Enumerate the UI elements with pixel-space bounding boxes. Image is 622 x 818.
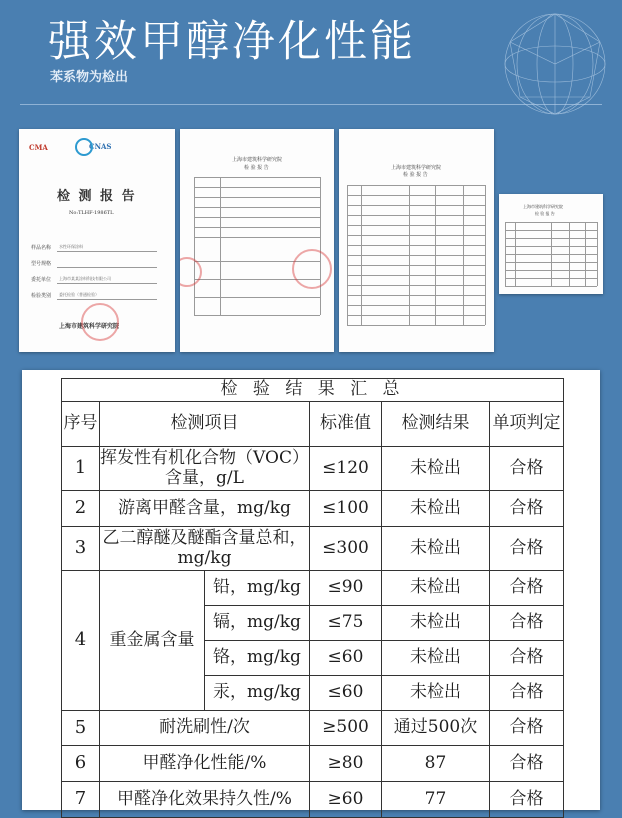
table-row <box>62 711 564 746</box>
row-item: 甲醛净化性能/% <box>100 746 310 782</box>
page-subtitle: 苯系物为检出 <box>50 70 129 85</box>
page-heading: 检 验 报 告 <box>403 172 428 178</box>
cover-field-label: 检验类别 <box>31 293 52 299</box>
report-page-thumbnail[interactable] <box>499 194 603 294</box>
cover-number: No:TLHF-1986TL <box>69 210 114 216</box>
cover-field-label: 型号规格 <box>31 261 52 267</box>
cma-logo: CMA <box>29 143 48 152</box>
header-standard: 标准值 <box>310 402 382 447</box>
row-standard: ≥80 <box>310 746 382 782</box>
row-result: 未检出 <box>382 447 490 491</box>
row-verdict: 合格 <box>490 782 564 818</box>
row-item: 铅，mg/kg <box>205 571 310 606</box>
table-caption: 检 验 结 果 汇 总 <box>62 379 564 402</box>
results-summary-panel <box>22 370 600 810</box>
row-standard: ≤60 <box>310 641 382 676</box>
report-page-thumbnail[interactable] <box>180 129 334 352</box>
row-verdict: 合格 <box>490 491 564 527</box>
row-standard: ≥500 <box>310 711 382 746</box>
row-standard: ≤60 <box>310 676 382 711</box>
row-verdict: 合格 <box>490 606 564 641</box>
row-standard: ≤300 <box>310 527 382 571</box>
row-result: 未检出 <box>382 676 490 711</box>
table-row <box>62 527 564 571</box>
results-table <box>61 378 564 818</box>
row-no: 3 <box>62 527 100 571</box>
row-item: 乙二醇醚及醚酯含量总和，mg/kg <box>100 527 310 571</box>
row-no: 6 <box>62 746 100 782</box>
row-verdict: 合格 <box>490 641 564 676</box>
page-institute: 上海市建筑科学研究院 <box>232 157 283 163</box>
page-institute: 上海市建筑科学研究院 <box>391 165 442 171</box>
table-header-row <box>62 402 564 447</box>
header-item: 检测项目 <box>100 402 310 447</box>
page-heading: 检 验 报 告 <box>244 165 269 171</box>
page-institute: 上海市建筑科学研究院 <box>523 204 563 209</box>
report-page-thumbnail[interactable] <box>339 129 494 352</box>
ilac-logo-icon <box>75 138 93 156</box>
table-row <box>62 491 564 527</box>
row-result: 未检出 <box>382 641 490 676</box>
official-seal-icon <box>81 303 119 341</box>
table-row <box>62 746 564 782</box>
row-standard: ≤120 <box>310 447 382 491</box>
row-result: 未检出 <box>382 491 490 527</box>
row-item: 挥发性有机化合物（VOC）含量，g/L <box>100 447 310 491</box>
row-no: 1 <box>62 447 100 491</box>
row-no: 7 <box>62 782 100 818</box>
row-standard: ≥60 <box>310 782 382 818</box>
page-title: 强效甲醇净化性能 <box>48 17 416 67</box>
header-no: 序号 <box>62 402 100 447</box>
heavy-metal-group: 重金属含量 <box>100 571 205 711</box>
row-standard: ≤100 <box>310 491 382 527</box>
table-row <box>62 447 564 491</box>
row-verdict: 合格 <box>490 711 564 746</box>
row-item: 甲醛净化效果持久性/% <box>100 782 310 818</box>
row-verdict: 合格 <box>490 746 564 782</box>
row-result: 未检出 <box>382 606 490 641</box>
table-row <box>62 571 564 606</box>
row-no: 2 <box>62 491 100 527</box>
row-result: 未检出 <box>382 527 490 571</box>
cover-field-value: 委托检验（普通检验） <box>59 292 99 297</box>
row-no: 5 <box>62 711 100 746</box>
cover-field-value: 水性环保涂料 <box>59 244 83 249</box>
row-item: 汞，mg/kg <box>205 676 310 711</box>
cover-field-label: 委托单位 <box>31 277 52 283</box>
row-item: 耐洗刷性/次 <box>100 711 310 746</box>
official-seal-icon <box>292 249 332 289</box>
row-result: 通过500次 <box>382 711 490 746</box>
row-no: 4 <box>62 571 100 711</box>
row-verdict: 合格 <box>490 676 564 711</box>
page-heading: 检 验 报 告 <box>535 211 555 216</box>
row-result: 未检出 <box>382 571 490 606</box>
row-result: 87 <box>382 746 490 782</box>
header-result: 检测结果 <box>382 402 490 447</box>
cnas-logo: CNAS <box>89 142 112 151</box>
row-item: 游离甲醛含量，mg/kg <box>100 491 310 527</box>
cover-institute: 上海市建筑科学研究院 <box>59 323 120 330</box>
row-result: 77 <box>382 782 490 818</box>
row-item: 铬，mg/kg <box>205 641 310 676</box>
cover-field-value: 上海市某某涂料科技有限公司 <box>59 276 111 281</box>
row-verdict: 合格 <box>490 447 564 491</box>
cover-title: 检 测 报 告 <box>57 189 137 204</box>
header-verdict: 单项判定 <box>490 402 564 447</box>
report-cover-thumbnail[interactable] <box>19 129 175 352</box>
row-item: 镉，mg/kg <box>205 606 310 641</box>
network-globe-icon <box>490 2 620 132</box>
row-standard: ≤75 <box>310 606 382 641</box>
row-standard: ≤90 <box>310 571 382 606</box>
row-verdict: 合格 <box>490 571 564 606</box>
cover-field-label: 样品名称 <box>31 245 52 251</box>
row-verdict: 合格 <box>490 527 564 571</box>
